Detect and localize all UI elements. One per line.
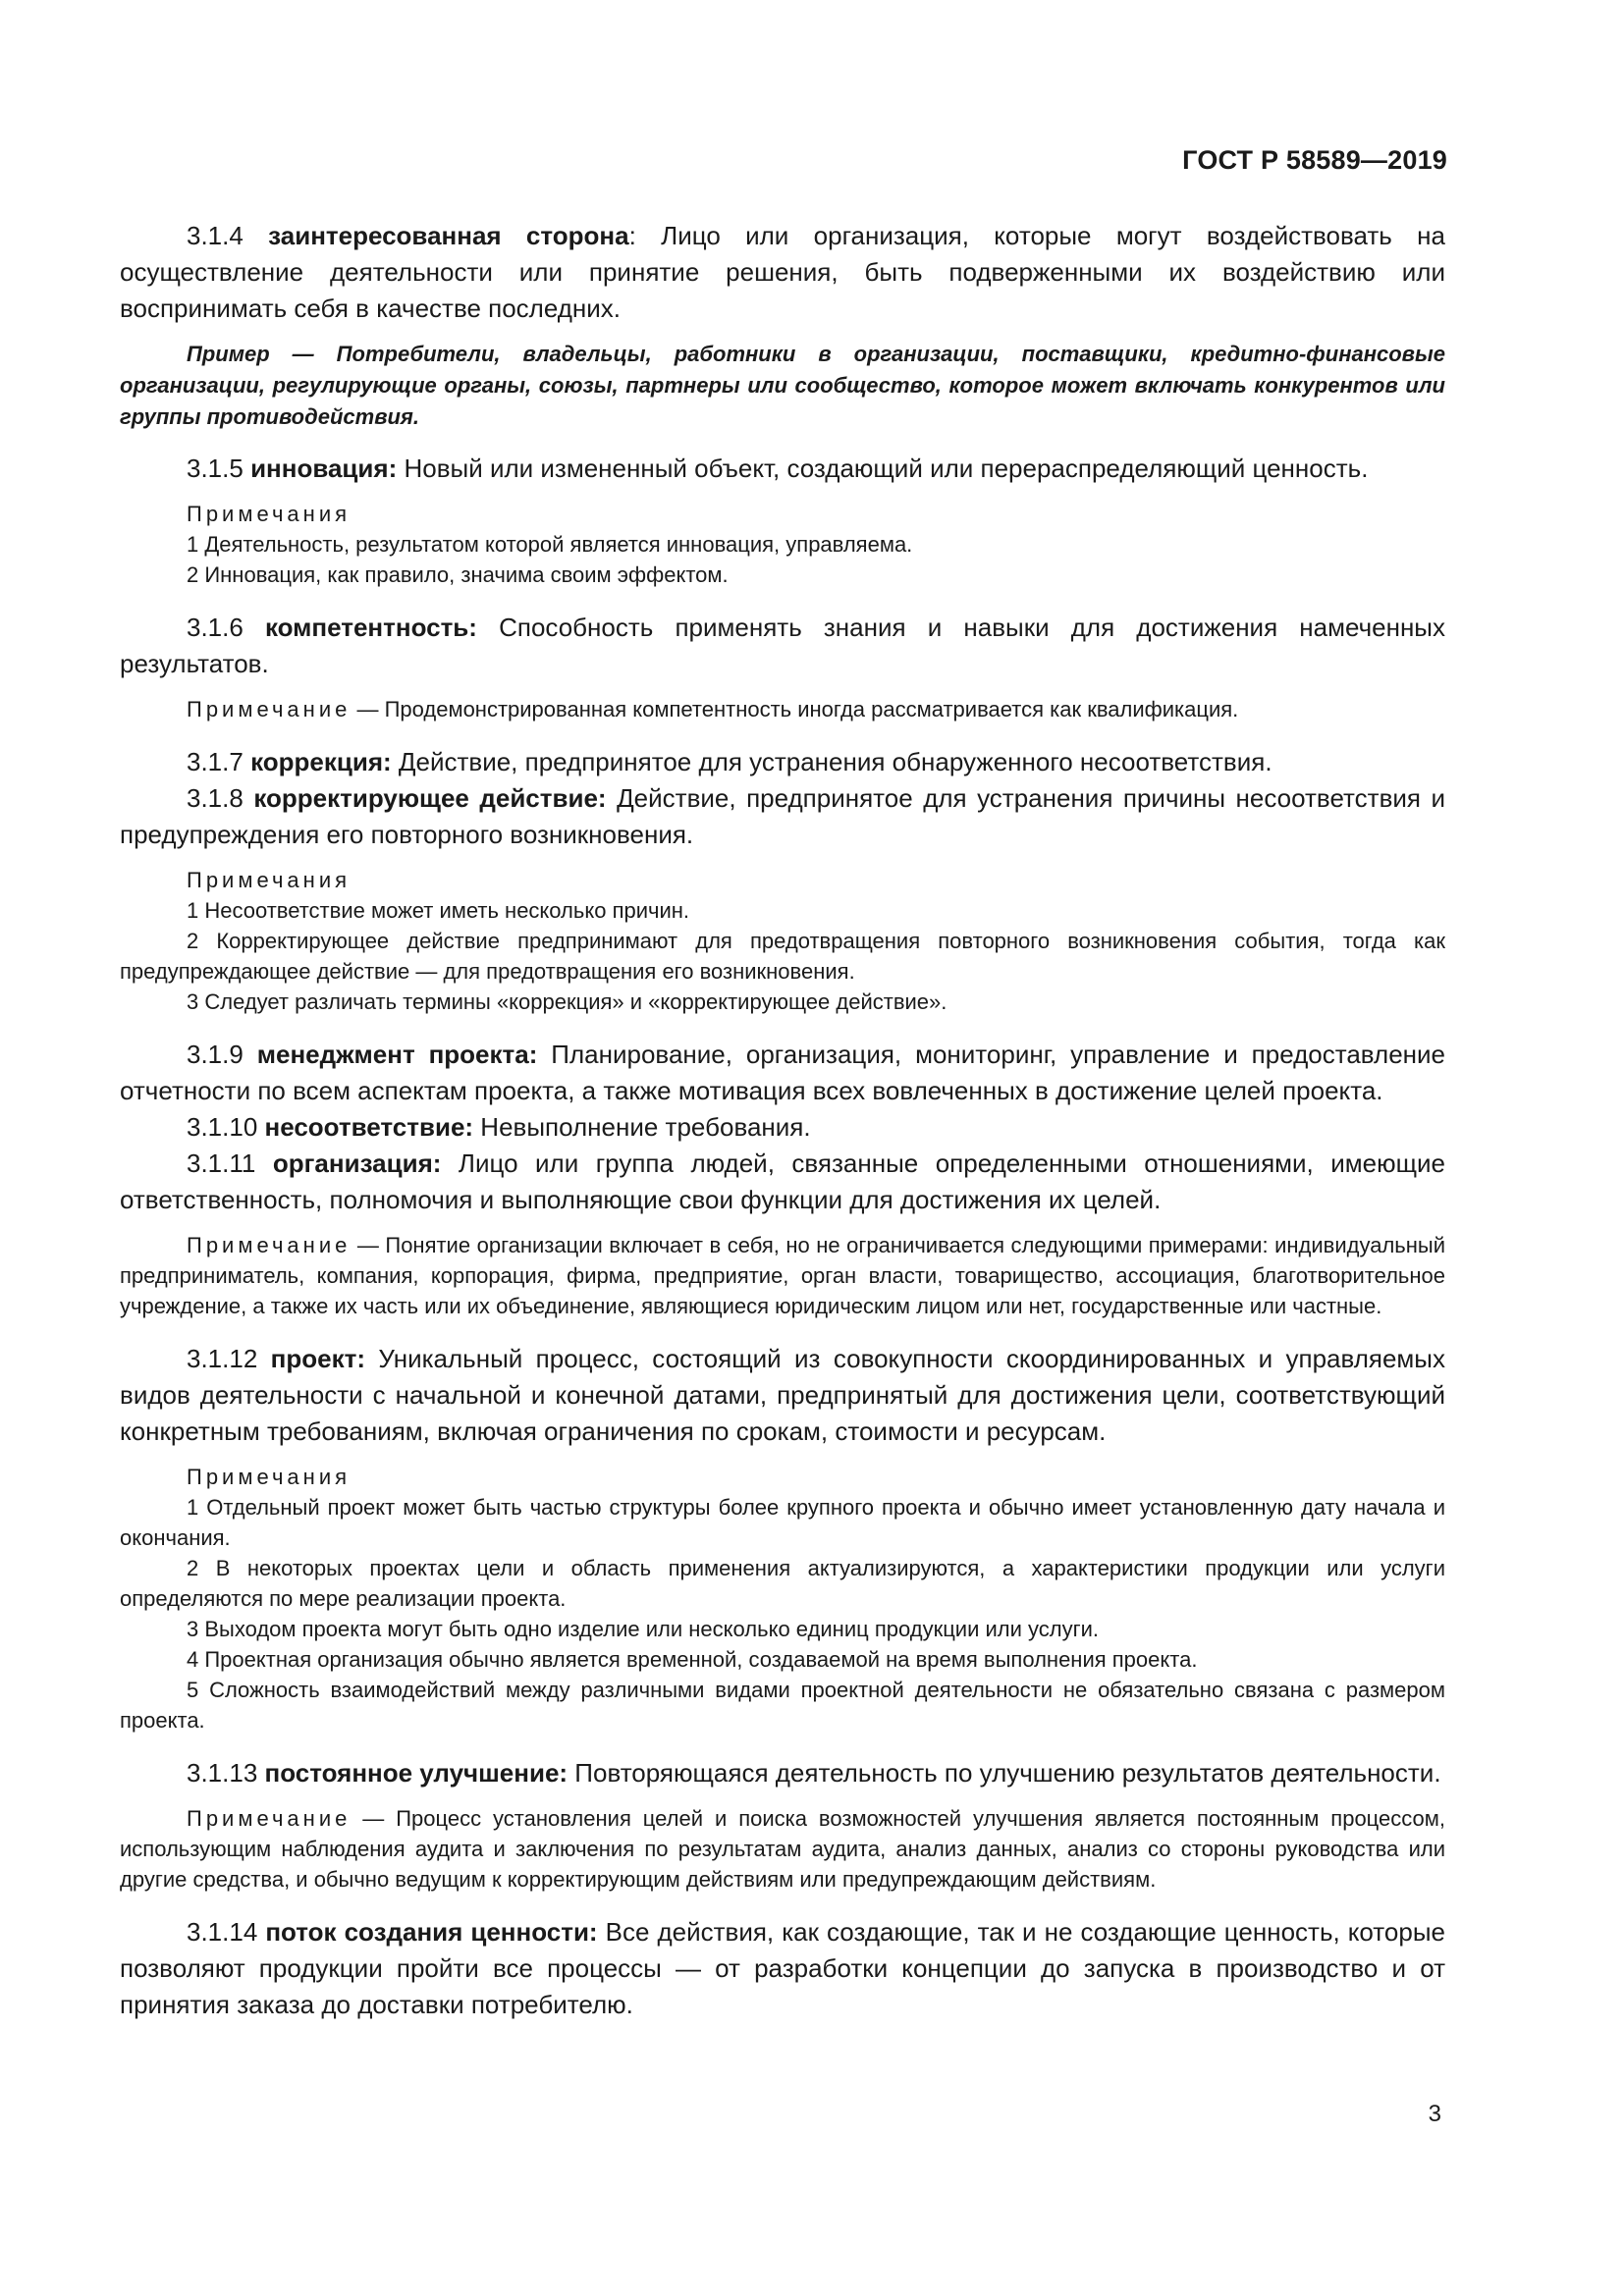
term-3-1-11-note: [120, 1230, 1445, 1321]
term-name: постоянное улучшение:: [264, 1758, 568, 1788]
term-number: 3.1.14: [187, 1917, 266, 1947]
term-definition: Лицо или группа людей, связанные определенными отношениями, имеющие ответственность, полномочия и выполняющие свои функции для достижения их целей.: [120, 1148, 1445, 1214]
term-number: 3.1.8: [187, 783, 254, 813]
note-item: 2 В некоторых проектах цели и область применения актуализируются, а характеристики продукции или услуги определяются по мере реализации проекта.: [120, 1556, 1445, 1611]
term-3-1-4-example: Пример — Потребители, владельцы, работники в организации, поставщики, кредитно-финансовые организации, регулирующие органы, союзы, партнеры или сообщество, которое может включать конкурентов или группы противодействия.: [120, 342, 1445, 429]
note-text: — Понятие организации включает в себя, но не ограничивается следующими примерами: индивидуальный предприниматель, компания, корпорация, фирма, предприятие, орган власти, товарищество, ассоциация, благотворительное учреждение, а также их часть или их объединение, являющиеся юридическим лицом или нет, государственные или частные.: [120, 1233, 1445, 1318]
notes-heading: Примечания: [187, 868, 352, 892]
term-3-1-11: [120, 1146, 1445, 1218]
term-name: проект:: [270, 1344, 365, 1373]
page-number: 3: [1428, 2101, 1441, 2127]
term-definition: Новый или измененный объект, создающий или перераспределяющий ценность.: [397, 454, 1369, 483]
note-item: 3 Выходом проекта могут быть одно изделие или несколько единиц продукции или услуги.: [187, 1617, 1100, 1641]
term-definition: Все действия, как создающие, так и не создающие ценность, которые позволяют продукции пройти все процессы — от разработки концепции до запуска в производство и от принятия заказа до доставки потребителю.: [120, 1917, 1445, 2019]
term-number: 3.1.10: [187, 1112, 265, 1142]
term-definition: : Лицо или организация, которые могут воздействовать на осуществление деятельности или принятие решения, быть подверженными их воздействию или воспринимать себя в качестве последних.: [120, 221, 1445, 323]
term-definition: Невыполнение требования.: [473, 1112, 811, 1142]
term-3-1-6-note: [120, 694, 1445, 724]
term-number: 3.1.6: [187, 613, 265, 642]
term-number: 3.1.5: [187, 454, 251, 483]
note-item: 3 Следует различать термины «коррекция» и «корректирующее действие».: [187, 989, 947, 1014]
term-3-1-8: [120, 780, 1445, 853]
term-3-1-13-note: [120, 1803, 1445, 1895]
term-3-1-8-notes: [120, 865, 1445, 1017]
term-3-1-10: [120, 1109, 1445, 1146]
term-name: корректирующее действие:: [253, 783, 607, 813]
term-number: 3.1.13: [187, 1758, 265, 1788]
note-item: 4 Проектная организация обычно является временной, создаваемой на время выполнения проекта.: [187, 1647, 1198, 1672]
term-number: 3.1.11: [187, 1148, 273, 1178]
note-text: — Процесс установления целей и поиска возможностей улучшения является постоянным процессом, использующим наблюдения аудита и заключения по результатам аудита, анализ данных, анализ со стороны руководства или другие средства, и обычно ведущим к корректирующим действиям или предупреждающим действиям.: [120, 1806, 1445, 1892]
standard-code: ГОСТ Р 58589—2019: [1182, 145, 1447, 175]
note-item: 2 Инновация, как правило, значима своим эффектом.: [187, 562, 729, 587]
page-content: [120, 218, 1445, 2035]
note-item: 5 Сложность взаимодействий между различными видами проектной деятельности не обязательно связана с размером проекта.: [120, 1678, 1445, 1733]
term-name: менеджмент проекта:: [256, 1040, 538, 1069]
note-item: 1 Отдельный проект может быть частью структуры более крупного проекта и обычно имеет установленную дату начала и окончания.: [120, 1495, 1445, 1550]
term-number: 3.1.4: [187, 221, 269, 250]
term-definition: Действие, предпринятое для устранения обнаруженного несоответствия.: [391, 747, 1272, 776]
note-label: Примечание: [187, 697, 352, 721]
term-definition: Планирование, организация, мониторинг, управление и предоставление отчетности по всем аспектам проекта, а также мотивация всех вовлеченных в достижение целей проекта.: [120, 1040, 1445, 1105]
note-label: Примечание: [187, 1806, 352, 1831]
term-name: компетентность:: [264, 613, 477, 642]
term-3-1-12-notes: [120, 1462, 1445, 1735]
term-name: заинтересованная сторона: [268, 221, 629, 250]
notes-heading: Примечания: [187, 1465, 352, 1489]
term-name: поток создания ценности:: [265, 1917, 598, 1947]
term-definition: Способность применять знания и навыки для достижения намеченных результатов.: [120, 613, 1445, 678]
note-item: 2 Корректирующее действие предпринимают для предотвращения повторного возникновения события, тогда как предупреждающее действие — для предотвращения его возникновения.: [120, 929, 1445, 984]
term-name: инновация:: [250, 454, 398, 483]
term-3-1-14: [120, 1914, 1445, 2023]
term-number: 3.1.9: [187, 1040, 257, 1069]
term-3-1-13: [120, 1755, 1445, 1791]
term-name: коррекция:: [250, 747, 392, 776]
notes-heading: Примечания: [187, 502, 352, 526]
note-label: Примечание: [187, 1233, 352, 1257]
term-name: несоответствие:: [264, 1112, 474, 1142]
term-number: 3.1.7: [187, 747, 251, 776]
term-number: 3.1.12: [187, 1344, 271, 1373]
term-3-1-7: [120, 744, 1445, 780]
term-definition: Повторяющаяся деятельность по улучшению результатов деятельности.: [568, 1758, 1441, 1788]
term-3-1-4: [120, 218, 1445, 327]
term-name: организация:: [272, 1148, 442, 1178]
note-text: — Продемонстрированная компетентность иногда рассматривается как квалификация.: [351, 697, 1239, 721]
term-3-1-6: [120, 610, 1445, 682]
term-definition: Уникальный процесс, состоящий из совокупности скоординированных и управляемых видов деятельности с начальной и конечной датами, предпринятый для достижения цели, соответствующий конкретным требованиям, включая ограничения по срокам, стоимости и ресурсам.: [120, 1344, 1445, 1446]
note-item: 1 Несоответствие может иметь несколько причин.: [187, 898, 690, 923]
term-3-1-12: [120, 1341, 1445, 1450]
term-definition: Действие, предпринятое для устранения причины несоответствия и предупреждения его повторного возникновения.: [120, 783, 1445, 849]
note-item: 1 Деятельность, результатом которой является инновация, управляема.: [187, 532, 913, 557]
term-3-1-5-notes: [120, 499, 1445, 590]
term-3-1-5: [120, 451, 1445, 487]
term-3-1-9: [120, 1037, 1445, 1109]
